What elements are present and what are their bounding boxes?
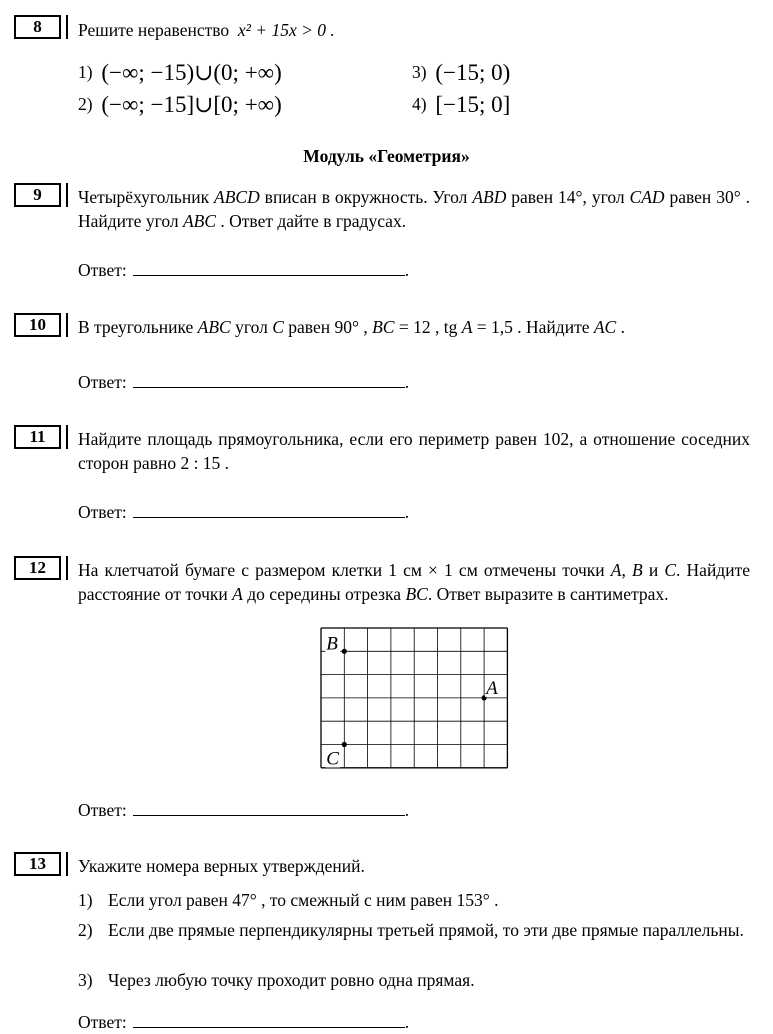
task10-text: В треугольнике ABC угол C равен 90° , BC = 12 , tg A = 1,5 . Найдите AC .	[78, 317, 625, 337]
point-label-a: A	[486, 677, 498, 699]
task12-answer: Ответ: .	[78, 800, 410, 820]
task-number-10: 10	[14, 313, 61, 337]
task-number-11: 11	[14, 425, 61, 449]
task9-answer: Ответ: .	[78, 260, 410, 280]
task-number-13: 13	[14, 852, 61, 876]
task-number-12: 12	[14, 556, 61, 580]
divider	[66, 313, 68, 337]
task13-statement-3: 3) Через любую точку проходит ровно одна прямая.	[78, 970, 475, 990]
task9-text: Четырёхугольник ABCD вписан в окружность. Угол ABD равен 14°, угол CAD равен 30° . Найдите угол ABC . Ответ дайте в градусах.	[78, 187, 750, 231]
task8-inequality: x² + 15x > 0 .	[237, 20, 335, 40]
divider	[66, 183, 68, 207]
divider	[66, 15, 68, 39]
task13-statement-1: 1) Если угол равен 47° , то смежный с ним равен 153° .	[78, 890, 499, 910]
task13-statement-2: 2) Если две прямые перпендикулярны третьей прямой, то эти две прямые параллельны.	[78, 920, 744, 940]
task-number-9: 9	[14, 183, 61, 207]
task8-option-3: 3) (−15; 0)	[412, 60, 511, 85]
module-heading: Модуль «Геометрия»	[303, 146, 470, 166]
task11-text: Найдите площадь прямоугольника, если его периметр равен 102, а отношение соседних сторон равно 2 : 15 .	[78, 429, 750, 473]
answer-field[interactable]	[133, 259, 405, 276]
point-b	[342, 649, 347, 654]
divider	[66, 425, 68, 449]
answer-field[interactable]	[133, 799, 405, 816]
task13-answer: Ответ: .	[78, 1012, 410, 1032]
task10-answer: Ответ: .	[78, 372, 410, 392]
point-label-b: B	[326, 633, 338, 655]
task8-option-2: 2) (−∞; −15]∪[0; +∞)	[78, 92, 282, 117]
answer-field[interactable]	[133, 501, 405, 518]
answer-field[interactable]	[133, 1011, 405, 1028]
task8-prompt: Решите неравенство x² + 15x > 0 .	[78, 20, 335, 40]
task12-text: На клетчатой бумаге с размером клетки 1 см × 1 см отмечены точки A, B и C. Найдите расстояние от точки A до середины отрезка BC. Ответ выразите в сантиметрах.	[78, 560, 750, 604]
task11-answer: Ответ: .	[78, 502, 410, 522]
point-c	[342, 742, 347, 747]
task8-option-1: 1) (−∞; −15)∪(0; +∞)	[78, 60, 282, 85]
task12-grid	[320, 627, 510, 769]
task-number-8: 8	[14, 15, 61, 39]
divider	[66, 556, 68, 580]
divider	[66, 852, 68, 876]
point-label-c: C	[326, 748, 339, 769]
task8-option-4: 4) [−15; 0]	[412, 92, 511, 117]
answer-field[interactable]	[133, 371, 405, 388]
task13-prompt: Укажите номера верных утверждений.	[78, 856, 365, 876]
